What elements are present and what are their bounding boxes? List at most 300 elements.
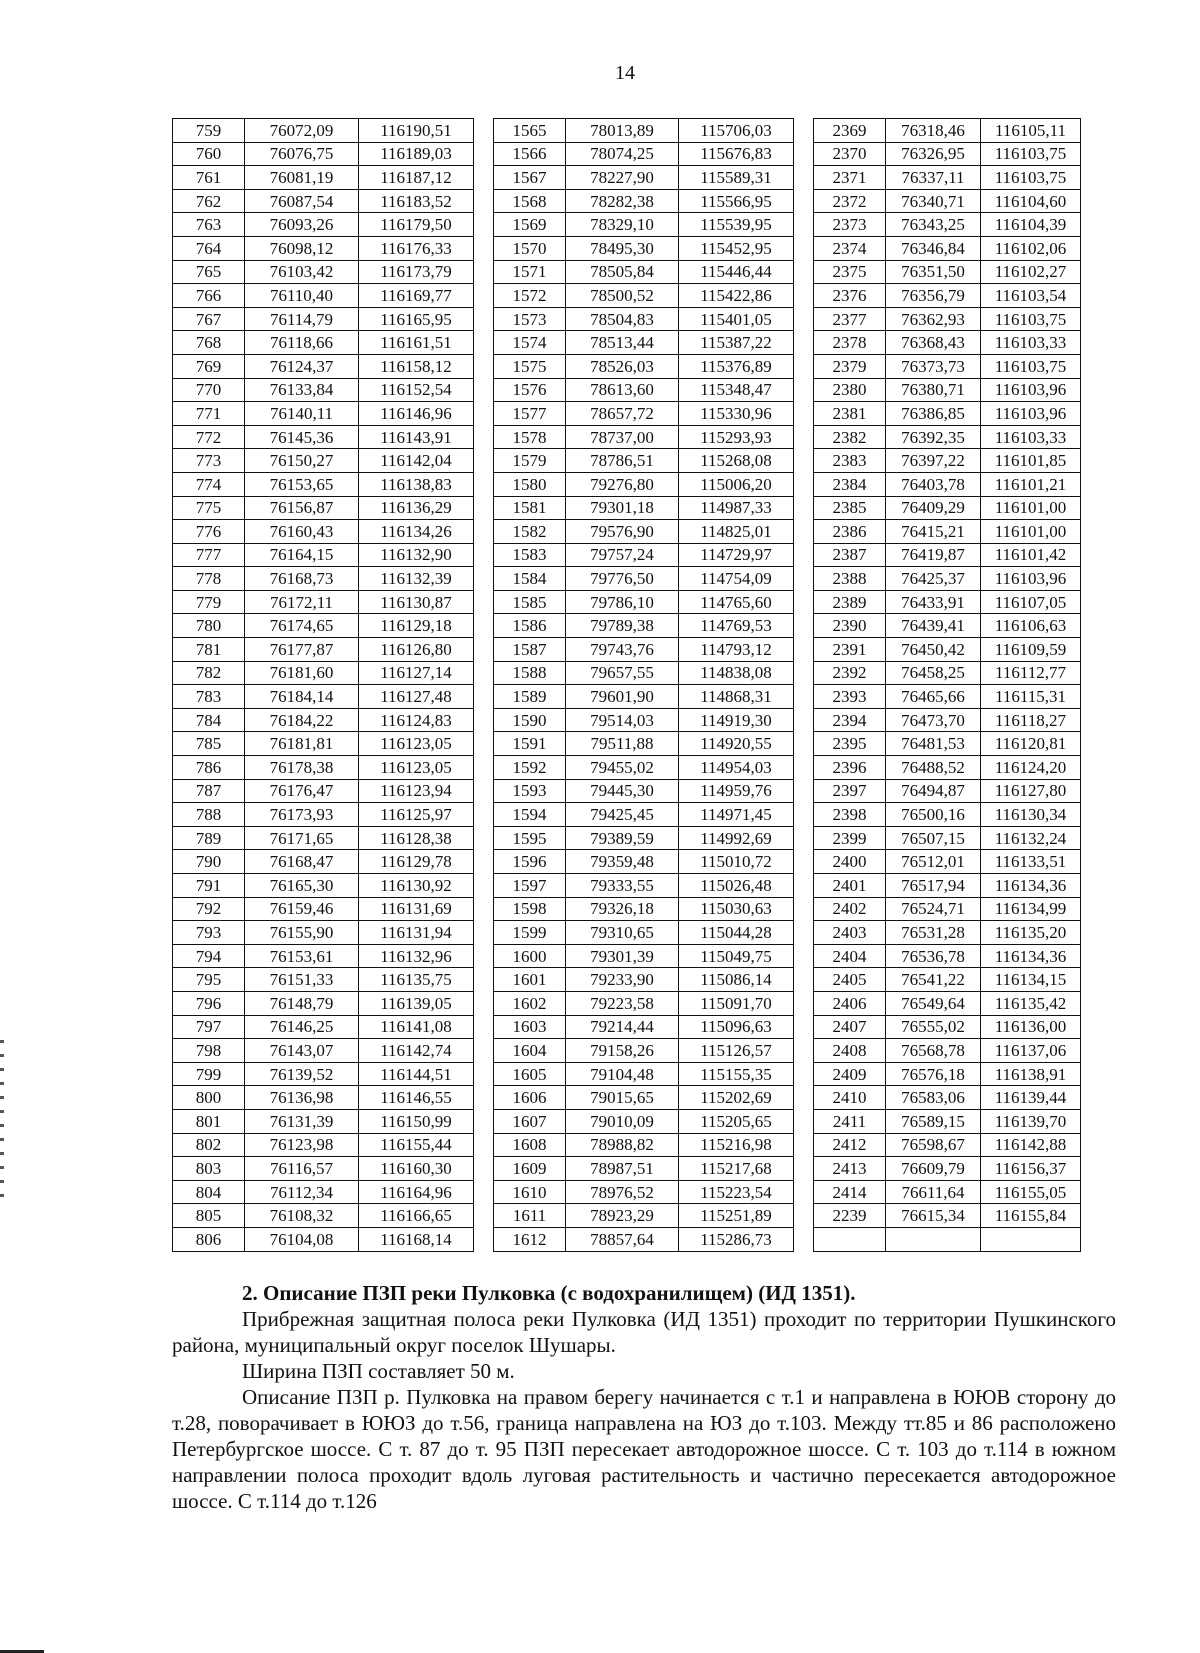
table-cell: 800 [173, 1086, 245, 1110]
table-row [173, 661, 1081, 685]
table-cell: 76172,11 [245, 590, 359, 614]
table-cell: 76576,18 [886, 1062, 981, 1086]
table-cell: 76098,12 [245, 236, 359, 260]
table-cell: 116124,83 [359, 708, 474, 732]
table-cell: 79786,10 [566, 590, 679, 614]
table-cell: 115706,03 [679, 119, 794, 143]
table-row [173, 378, 1081, 402]
table-cell: 116131,94 [359, 921, 474, 945]
table-row [173, 520, 1081, 544]
table-cell: 115049,75 [679, 944, 794, 968]
table-cell: 116103,75 [981, 307, 1081, 331]
table-cell: 114793,12 [679, 638, 794, 662]
table-cell [814, 1227, 886, 1251]
table-cell: 76380,71 [886, 378, 981, 402]
table-cell: 116144,51 [359, 1062, 474, 1086]
column-gap [474, 661, 494, 685]
table-cell: 116168,14 [359, 1227, 474, 1251]
table-row [173, 284, 1081, 308]
column-gap [794, 284, 814, 308]
table-cell: 774 [173, 472, 245, 496]
section-description [172, 1280, 1116, 1514]
table-cell: 116104,60 [981, 189, 1081, 213]
table-cell: 76555,02 [886, 1015, 981, 1039]
table-cell: 115044,28 [679, 921, 794, 945]
table-cell: 76373,73 [886, 354, 981, 378]
table-cell: 115401,05 [679, 307, 794, 331]
table-cell: 115452,95 [679, 236, 794, 260]
column-gap [474, 685, 494, 709]
table-cell: 2410 [814, 1086, 886, 1110]
table-cell: 115539,95 [679, 213, 794, 237]
table-cell: 795 [173, 968, 245, 992]
table-cell: 76164,15 [245, 543, 359, 567]
table-cell: 2372 [814, 189, 886, 213]
table-row [173, 1204, 1081, 1228]
table-cell: 76517,94 [886, 874, 981, 898]
table-cell: 116135,20 [981, 921, 1081, 945]
table-cell: 116103,54 [981, 284, 1081, 308]
table-cell: 79223,58 [566, 991, 679, 1015]
table-cell: 79757,24 [566, 543, 679, 567]
table-cell: 76104,08 [245, 1227, 359, 1251]
table-cell: 116102,27 [981, 260, 1081, 284]
table-cell: 116142,04 [359, 449, 474, 473]
column-gap [474, 708, 494, 732]
table-cell: 787 [173, 779, 245, 803]
table-cell: 761 [173, 166, 245, 190]
table-cell: 2412 [814, 1133, 886, 1157]
table-cell: 78513,44 [566, 331, 679, 355]
coordinates-table [172, 118, 1081, 1252]
table-cell: 1566 [494, 142, 566, 166]
table-cell: 116101,42 [981, 543, 1081, 567]
table-cell: 116130,92 [359, 874, 474, 898]
table-row [173, 567, 1081, 591]
table-cell: 76081,19 [245, 166, 359, 190]
table-cell: 116132,90 [359, 543, 474, 567]
table-cell: 2385 [814, 496, 886, 520]
table-cell: 76116,57 [245, 1157, 359, 1181]
table-cell: 2383 [814, 449, 886, 473]
table-cell: 116103,96 [981, 378, 1081, 402]
table-cell: 2394 [814, 708, 886, 732]
table-cell: 76343,25 [886, 213, 981, 237]
table-cell: 1610 [494, 1180, 566, 1204]
table-cell: 116134,26 [359, 520, 474, 544]
table-cell: 1602 [494, 991, 566, 1015]
table-cell: 76103,42 [245, 260, 359, 284]
column-gap [474, 567, 494, 591]
table-cell: 1582 [494, 520, 566, 544]
table-cell: 115268,08 [679, 449, 794, 473]
table-cell: 78282,38 [566, 189, 679, 213]
table-cell: 2387 [814, 543, 886, 567]
table-cell: 76337,11 [886, 166, 981, 190]
table-cell: 116141,08 [359, 1015, 474, 1039]
table-cell: 116155,84 [981, 1204, 1081, 1228]
table-cell: 76148,79 [245, 991, 359, 1015]
table-cell: 76156,87 [245, 496, 359, 520]
table-row [173, 449, 1081, 473]
table-row [173, 708, 1081, 732]
table-cell: 76536,78 [886, 944, 981, 968]
table-cell: 1612 [494, 1227, 566, 1251]
table-cell: 116158,12 [359, 354, 474, 378]
table-row [173, 1157, 1081, 1181]
table-cell: 116138,83 [359, 472, 474, 496]
table-cell: 116137,06 [981, 1039, 1081, 1063]
table-cell: 76174,65 [245, 614, 359, 638]
column-gap [474, 402, 494, 426]
table-cell: 76583,06 [886, 1086, 981, 1110]
column-gap [474, 874, 494, 898]
table-cell: 76171,65 [245, 826, 359, 850]
column-gap [474, 732, 494, 756]
table-cell: 1573 [494, 307, 566, 331]
table-cell: 76155,90 [245, 921, 359, 945]
table-cell: 1574 [494, 331, 566, 355]
column-gap [474, 1039, 494, 1063]
table-cell: 76403,78 [886, 472, 981, 496]
table-row [173, 1086, 1081, 1110]
column-gap [794, 1133, 814, 1157]
table-cell: 116132,39 [359, 567, 474, 591]
table-cell: 76458,25 [886, 661, 981, 685]
column-gap [474, 897, 494, 921]
column-gap [794, 968, 814, 992]
table-cell: 76146,25 [245, 1015, 359, 1039]
column-gap [794, 1109, 814, 1133]
table-cell: 76112,34 [245, 1180, 359, 1204]
table-cell: 805 [173, 1204, 245, 1228]
column-gap [794, 874, 814, 898]
table-cell: 114987,33 [679, 496, 794, 520]
table-cell: 76386,85 [886, 402, 981, 426]
table-cell: 116166,65 [359, 1204, 474, 1228]
table-cell: 115205,65 [679, 1109, 794, 1133]
table-cell: 1584 [494, 567, 566, 591]
table-cell: 76589,15 [886, 1109, 981, 1133]
table-cell: 76177,87 [245, 638, 359, 662]
table-cell: 76346,84 [886, 236, 981, 260]
table-cell: 115676,83 [679, 142, 794, 166]
table-cell: 116123,05 [359, 732, 474, 756]
table-cell: 114754,09 [679, 567, 794, 591]
table-cell: 76151,33 [245, 968, 359, 992]
column-gap [474, 590, 494, 614]
table-cell: 116107,05 [981, 590, 1081, 614]
table-cell: 78976,52 [566, 1180, 679, 1204]
table-cell: 116189,03 [359, 142, 474, 166]
scan-edge-marks [0, 1040, 4, 1200]
column-gap [794, 1015, 814, 1039]
table-cell: 115026,48 [679, 874, 794, 898]
table-cell: 76093,26 [245, 213, 359, 237]
table-row [173, 1133, 1081, 1157]
column-gap [474, 142, 494, 166]
column-gap [474, 1133, 494, 1157]
table-cell: 76108,32 [245, 1204, 359, 1228]
table-cell: 2409 [814, 1062, 886, 1086]
column-gap [474, 1180, 494, 1204]
table-cell: 116103,96 [981, 567, 1081, 591]
table-cell: 116127,48 [359, 685, 474, 709]
table-row [173, 543, 1081, 567]
column-gap [794, 1039, 814, 1063]
table-cell: 76598,67 [886, 1133, 981, 1157]
table-cell: 776 [173, 520, 245, 544]
table-cell: 76392,35 [886, 425, 981, 449]
table-cell: 116132,24 [981, 826, 1081, 850]
table-row [173, 236, 1081, 260]
table-cell: 116161,51 [359, 331, 474, 355]
table-row [173, 1109, 1081, 1133]
table-cell: 116155,05 [981, 1180, 1081, 1204]
table-cell: 76450,42 [886, 638, 981, 662]
table-cell: 2403 [814, 921, 886, 945]
table-cell: 115223,54 [679, 1180, 794, 1204]
column-gap [794, 708, 814, 732]
column-gap [474, 779, 494, 803]
table-cell: 786 [173, 756, 245, 780]
table-cell: 76123,98 [245, 1133, 359, 1157]
table-cell: 76145,36 [245, 425, 359, 449]
table-cell: 765 [173, 260, 245, 284]
table-cell: 76524,71 [886, 897, 981, 921]
table-cell: 116156,37 [981, 1157, 1081, 1181]
table-cell: 770 [173, 378, 245, 402]
table-row [173, 142, 1081, 166]
table-cell: 115446,44 [679, 260, 794, 284]
table-cell: 78526,03 [566, 354, 679, 378]
column-gap [794, 638, 814, 662]
table-cell: 1571 [494, 260, 566, 284]
table-row [173, 614, 1081, 638]
table-cell: 116130,87 [359, 590, 474, 614]
table-cell: 775 [173, 496, 245, 520]
column-gap [794, 567, 814, 591]
table-row [173, 1062, 1081, 1086]
table-row [173, 331, 1081, 355]
table-cell: 76318,46 [886, 119, 981, 143]
table-cell: 116123,94 [359, 779, 474, 803]
table-cell: 76568,78 [886, 1039, 981, 1063]
table-cell: 115006,20 [679, 472, 794, 496]
table-cell: 1609 [494, 1157, 566, 1181]
table-cell: 785 [173, 732, 245, 756]
table-cell: 2384 [814, 472, 886, 496]
table-row [173, 850, 1081, 874]
table-cell: 116125,97 [359, 803, 474, 827]
table-cell: 767 [173, 307, 245, 331]
table-cell: 116139,70 [981, 1109, 1081, 1133]
table-cell: 116150,99 [359, 1109, 474, 1133]
column-gap [474, 189, 494, 213]
table-cell: 76368,43 [886, 331, 981, 355]
table-row [173, 189, 1081, 213]
table-row [173, 119, 1081, 143]
table-cell: 76139,52 [245, 1062, 359, 1086]
table-cell: 116183,52 [359, 189, 474, 213]
table-row [173, 1180, 1081, 1204]
column-gap [474, 543, 494, 567]
column-gap [794, 449, 814, 473]
table-cell: 79233,90 [566, 968, 679, 992]
table-cell: 78495,30 [566, 236, 679, 260]
table-cell: 116187,12 [359, 166, 474, 190]
table-cell: 1608 [494, 1133, 566, 1157]
table-cell: 781 [173, 638, 245, 662]
table-cell: 1577 [494, 402, 566, 426]
table-cell: 116103,96 [981, 402, 1081, 426]
table-cell: 116128,38 [359, 826, 474, 850]
table-cell: 115091,70 [679, 991, 794, 1015]
table-cell: 114868,31 [679, 685, 794, 709]
table-cell: 116136,00 [981, 1015, 1081, 1039]
table-cell: 784 [173, 708, 245, 732]
table-cell: 114825,01 [679, 520, 794, 544]
column-gap [474, 284, 494, 308]
table-cell: 115216,98 [679, 1133, 794, 1157]
table-cell: 79425,45 [566, 803, 679, 827]
table-cell: 1583 [494, 543, 566, 567]
table-cell: 76087,54 [245, 189, 359, 213]
table-cell [981, 1227, 1081, 1251]
table-cell: 79326,18 [566, 897, 679, 921]
table-cell: 2405 [814, 968, 886, 992]
column-gap [794, 425, 814, 449]
table-cell: 78657,72 [566, 402, 679, 426]
table-cell: 78988,82 [566, 1133, 679, 1157]
table-cell: 116112,77 [981, 661, 1081, 685]
table-cell: 76181,81 [245, 732, 359, 756]
table-cell: 79214,44 [566, 1015, 679, 1039]
table-cell: 76409,29 [886, 496, 981, 520]
table-cell: 116101,00 [981, 520, 1081, 544]
table-cell: 1587 [494, 638, 566, 662]
table-cell: 79511,88 [566, 732, 679, 756]
table-cell: 76150,27 [245, 449, 359, 473]
table-cell: 116126,80 [359, 638, 474, 662]
table-cell: 114729,97 [679, 543, 794, 567]
section-paragraph: Ширина ПЗП составляет 50 м. [242, 1359, 515, 1383]
table-cell: 2376 [814, 284, 886, 308]
table-cell: 798 [173, 1039, 245, 1063]
column-gap [474, 1204, 494, 1228]
table-cell: 2413 [814, 1157, 886, 1181]
table-cell: 76153,61 [245, 944, 359, 968]
column-gap [794, 543, 814, 567]
table-cell: 1585 [494, 590, 566, 614]
table-cell: 1601 [494, 968, 566, 992]
column-gap [794, 402, 814, 426]
table-cell: 803 [173, 1157, 245, 1181]
table-cell: 114838,08 [679, 661, 794, 685]
column-gap [794, 166, 814, 190]
table-cell: 79301,18 [566, 496, 679, 520]
table-cell: 1572 [494, 284, 566, 308]
table-cell: 116143,91 [359, 425, 474, 449]
table-cell: 76481,53 [886, 732, 981, 756]
column-gap [794, 1062, 814, 1086]
table-cell: 78923,29 [566, 1204, 679, 1228]
table-row [173, 307, 1081, 331]
table-cell: 779 [173, 590, 245, 614]
table-row [173, 756, 1081, 780]
column-gap [794, 378, 814, 402]
table-cell: 116146,55 [359, 1086, 474, 1110]
table-cell: 116130,34 [981, 803, 1081, 827]
column-gap [474, 307, 494, 331]
column-gap [794, 142, 814, 166]
table-row [173, 472, 1081, 496]
table-cell: 116120,81 [981, 732, 1081, 756]
table-cell: 78613,60 [566, 378, 679, 402]
table-cell: 114954,03 [679, 756, 794, 780]
table-cell: 78786,51 [566, 449, 679, 473]
column-gap [794, 307, 814, 331]
table-cell: 1586 [494, 614, 566, 638]
table-cell: 782 [173, 661, 245, 685]
table-cell: 1591 [494, 732, 566, 756]
table-cell: 76473,70 [886, 708, 981, 732]
column-gap [794, 331, 814, 355]
table-cell: 1593 [494, 779, 566, 803]
table-cell: 783 [173, 685, 245, 709]
table-row [173, 354, 1081, 378]
table-row [173, 803, 1081, 827]
table-cell: 76133,84 [245, 378, 359, 402]
table-cell: 115251,89 [679, 1204, 794, 1228]
table-cell: 76419,87 [886, 543, 981, 567]
column-gap [794, 1180, 814, 1204]
table-cell: 79789,38 [566, 614, 679, 638]
table-cell: 2377 [814, 307, 886, 331]
table-cell: 1576 [494, 378, 566, 402]
table-cell: 76465,66 [886, 685, 981, 709]
table-cell: 792 [173, 897, 245, 921]
table-cell: 114920,55 [679, 732, 794, 756]
table-cell: 79015,65 [566, 1086, 679, 1110]
table-cell: 1590 [494, 708, 566, 732]
table-cell: 76159,46 [245, 897, 359, 921]
table-cell: 2402 [814, 897, 886, 921]
table-cell: 114765,60 [679, 590, 794, 614]
table-cell: 2370 [814, 142, 886, 166]
column-gap [794, 803, 814, 827]
table-cell: 116155,44 [359, 1133, 474, 1157]
table-cell: 114919,30 [679, 708, 794, 732]
column-gap [794, 991, 814, 1015]
table-cell: 116164,96 [359, 1180, 474, 1204]
table-cell: 2379 [814, 354, 886, 378]
table-cell: 1578 [494, 425, 566, 449]
table-cell: 76072,09 [245, 119, 359, 143]
table-cell: 793 [173, 921, 245, 945]
column-gap [794, 189, 814, 213]
table-cell: 2395 [814, 732, 886, 756]
table-cell: 2400 [814, 850, 886, 874]
table-cell: 76118,66 [245, 331, 359, 355]
table-cell: 79576,90 [566, 520, 679, 544]
table-cell: 76165,30 [245, 874, 359, 898]
column-gap [474, 166, 494, 190]
table-cell: 806 [173, 1227, 245, 1251]
table-cell: 1580 [494, 472, 566, 496]
table-row [173, 874, 1081, 898]
table-cell: 2389 [814, 590, 886, 614]
